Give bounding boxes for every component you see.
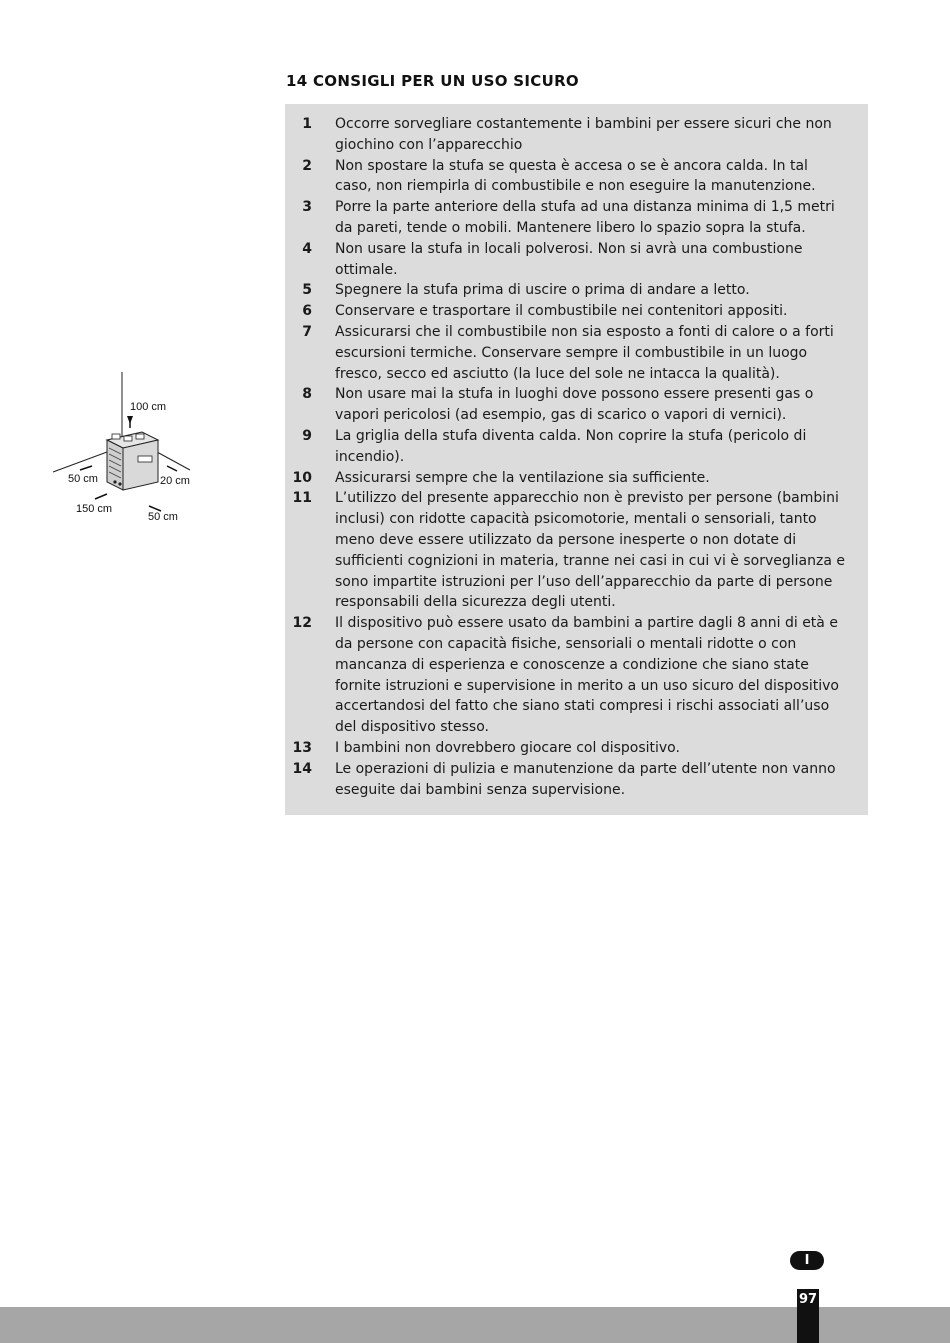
item-number: 8 — [302, 386, 312, 403]
item-number: 5 — [302, 282, 312, 299]
safety-tips-list — [290, 114, 846, 800]
item-text: L’utilizzo del presente apparecchio non è previsto per persone (bambini inclusi) con ridotte capacità psicomotorie, mentali o sensoriali, tanto meno deve essere utilizzato da persone inesperte o non dotate di sufficienti cognizioni in materia, tranne nei casi in cui vi è sorveglianza e sono impartite istruzioni per l’uso dell’apparecchio da parte di persone responsabili della sicurezza degli utenti. — [335, 490, 845, 611]
page-number: 97 — [797, 1289, 819, 1343]
item-text: La griglia della stufa diventa calda. Non coprire la stufa (pericolo di incendio). — [335, 427, 807, 465]
label-right: 20 cm — [160, 475, 190, 487]
language-tag: I — [790, 1251, 824, 1270]
list-item — [290, 384, 846, 426]
item-number: 11 — [292, 490, 312, 507]
list-item — [290, 156, 846, 198]
list-item — [290, 114, 846, 156]
list-item — [290, 280, 846, 301]
item-number: 3 — [302, 199, 312, 216]
label-front: 150 cm — [76, 503, 113, 515]
item-text: Il dispositivo può essere usato da bambini a partire dagli 8 anni di età e da persone con capacità fisiche, sensoriali o mentali ridotte o con mancanza di esperienza e conoscenze a condizione che siano state fornite istruzioni e supervisione in merito a un uso sicuro del dispositivo accertandosi del fatto che siano stati compresi i rischi associati all’uso del dispositivo stesso. — [335, 615, 839, 736]
item-number: 1 — [302, 116, 312, 132]
label-left: 50 cm — [68, 473, 98, 485]
item-text: Spegnere la stufa prima di uscire o prima di andare a letto. — [335, 282, 750, 299]
heater-clearance-diagram — [50, 370, 200, 530]
section-title: 14 CONSIGLI PER UN USO SICURO — [286, 72, 579, 90]
item-text: Assicurarsi sempre che la ventilazione sia sufficiente. — [335, 469, 710, 486]
list-item — [290, 613, 846, 738]
item-number: 2 — [302, 157, 312, 174]
list-item — [290, 738, 846, 759]
item-text: Le operazioni di pulizia e manutenzione da parte dell’utente non vanno eseguite dai bambini senza supervisione. — [335, 760, 836, 798]
item-number: 14 — [292, 760, 312, 777]
item-text: Non usare la stufa in locali polverosi. Non si avrà una combustione ottimale. — [335, 240, 803, 278]
item-text: Non spostare la stufa se questa è accesa o se è ancora calda. In tal caso, non riempirla di combustibile e non eseguire la manutenzione. — [335, 157, 816, 195]
label-top: 100 cm — [130, 401, 167, 413]
list-item — [290, 197, 846, 239]
list-item — [290, 301, 846, 322]
list-item — [290, 468, 846, 489]
item-text: Conservare e trasportare il combustibile nei contenitori appositi. — [335, 303, 788, 320]
item-number: 13 — [292, 739, 312, 756]
item-number: 4 — [302, 240, 312, 257]
item-text: Porre la parte anteriore della stufa ad una distanza minima di 1,5 metri da pareti, tende o mobili. Mantenere libero lo spazio sopra la stufa. — [335, 199, 835, 236]
item-number: 7 — [302, 323, 312, 340]
list-item — [290, 239, 846, 281]
item-number: 6 — [302, 303, 312, 320]
item-text: Occorre sorvegliare costantemente i bambini per essere sicuri che non giochino con l’apparecchio — [335, 116, 832, 153]
item-number: 9 — [302, 427, 312, 444]
heater-illustration — [107, 432, 158, 490]
item-text: Assicurarsi che il combustibile non sia esposto a fonti di calore o a forti escursioni termiche. Conservare sempre il combustibile in un luogo fresco, secco ed asciutto (la luce del sole ne intacca la qualità). — [335, 323, 834, 382]
item-number: 12 — [292, 615, 312, 632]
list-item — [290, 759, 846, 801]
item-number: 10 — [292, 469, 312, 486]
list-item — [290, 426, 846, 468]
list-item — [290, 322, 846, 384]
item-text: I bambini non dovrebbero giocare col dispositivo. — [335, 739, 680, 756]
label-front-right: 50 cm — [148, 511, 178, 523]
item-text: Non usare mai la stufa in luoghi dove possono essere presenti gas o vapori pericolosi (ad esempio, gas di scarico o vapori di vernici). — [335, 386, 814, 424]
list-item — [290, 488, 846, 613]
